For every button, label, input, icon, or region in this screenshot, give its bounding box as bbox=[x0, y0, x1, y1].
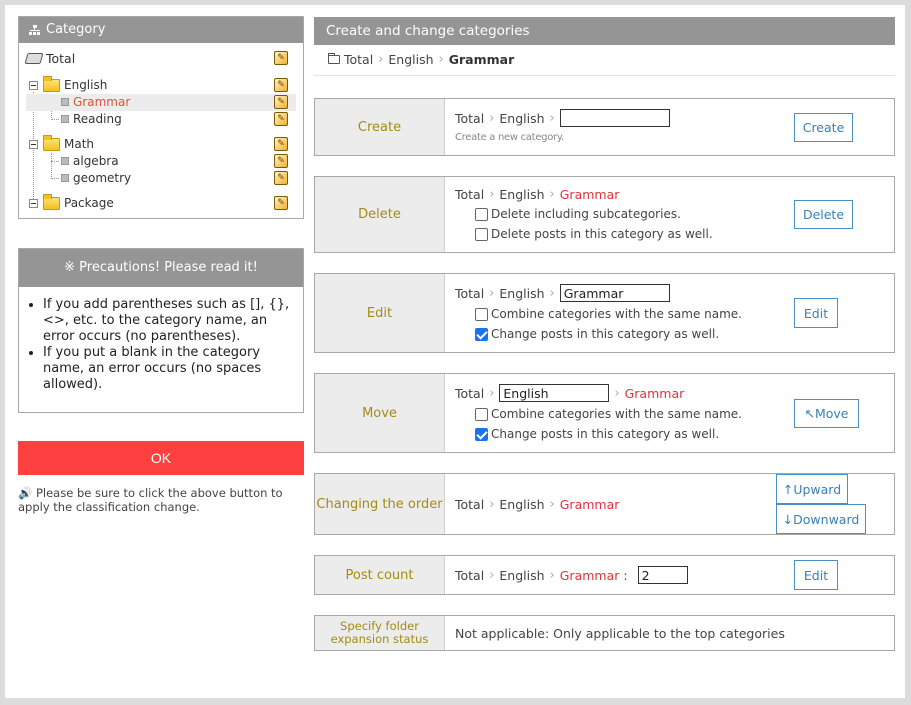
edit-label: Edit bbox=[315, 274, 445, 352]
path-english: English bbox=[499, 497, 545, 512]
folder-icon bbox=[43, 197, 60, 210]
tree-line bbox=[51, 161, 59, 162]
document-icon bbox=[61, 174, 69, 182]
create-label: Create bbox=[315, 99, 445, 155]
tree-node-grammar[interactable]: Grammar bbox=[61, 95, 130, 109]
checkbox-label: Change posts in this category as well. bbox=[491, 327, 720, 341]
sitemap-icon bbox=[29, 25, 41, 36]
main-title: Create and change categories bbox=[314, 17, 895, 45]
checkbox-label: Change posts in this category as well. bbox=[491, 427, 720, 441]
checkbox-label: Delete posts in this category as well. bbox=[491, 227, 713, 241]
checkbox-box[interactable] bbox=[475, 208, 488, 221]
edit-path bbox=[455, 284, 670, 302]
chevron-right-icon: › bbox=[549, 187, 555, 202]
path-english: English bbox=[499, 110, 545, 126]
create-section bbox=[314, 98, 895, 156]
post-count-edit-button[interactable]: Edit bbox=[794, 560, 838, 590]
edit-pencil-icon[interactable]: ✎ bbox=[274, 95, 288, 109]
edit-pencil-icon[interactable]: ✎ bbox=[274, 171, 288, 185]
chevron-right-icon: › bbox=[489, 110, 495, 126]
checkbox-label: Combine categories with the same name. bbox=[491, 407, 742, 421]
checkbox-label: Delete including subcategories. bbox=[491, 207, 681, 221]
path-total: Total bbox=[455, 110, 485, 126]
chevron-right-icon: › bbox=[489, 385, 495, 401]
tree-line bbox=[51, 178, 59, 179]
edit-change-posts-checkbox[interactable] bbox=[475, 327, 719, 341]
edit-pencil-icon[interactable]: ✎ bbox=[274, 51, 288, 65]
tree-node-total[interactable]: Total bbox=[26, 51, 75, 66]
folder-icon bbox=[43, 138, 60, 151]
edit-button[interactable]: Edit bbox=[794, 298, 838, 328]
breadcrumb-total[interactable]: Total bbox=[344, 52, 374, 67]
tree-node-english[interactable]: English bbox=[29, 78, 107, 92]
chevron-right-icon: › bbox=[549, 497, 555, 512]
divider bbox=[314, 75, 895, 76]
post-count-input[interactable] bbox=[638, 566, 688, 584]
order-label: Changing the order bbox=[315, 474, 445, 534]
tree-node-geometry[interactable]: geometry bbox=[61, 171, 131, 185]
open-folder-icon bbox=[328, 55, 340, 64]
tree-node-reading[interactable]: Reading bbox=[61, 112, 122, 126]
path-current: Grammar bbox=[624, 385, 685, 401]
create-path bbox=[455, 109, 670, 127]
precaution-item: • If you put a blank in the category name, an error occurs (no spaces allowed). bbox=[43, 345, 295, 393]
post-count-section bbox=[314, 555, 895, 595]
edit-pencil-icon[interactable]: ✎ bbox=[274, 112, 288, 126]
breadcrumb-english[interactable]: English bbox=[388, 52, 434, 67]
move-upward-button[interactable]: ↑Upward bbox=[776, 474, 848, 504]
move-label: Move bbox=[315, 374, 445, 452]
colon: : bbox=[623, 567, 628, 583]
chevron-right-icon: › bbox=[438, 52, 444, 67]
create-button[interactable]: Create bbox=[794, 113, 853, 142]
edit-section bbox=[314, 273, 895, 353]
post-count-path bbox=[455, 566, 688, 584]
document-icon bbox=[61, 98, 69, 106]
move-button[interactable]: ↖Move bbox=[794, 399, 859, 428]
path-current: Grammar bbox=[559, 497, 620, 512]
folder-expansion-label: Specify folder expansion status bbox=[315, 616, 445, 650]
path-english: English bbox=[499, 567, 545, 583]
breadcrumb bbox=[328, 52, 514, 67]
precautions-panel bbox=[18, 248, 304, 413]
chevron-right-icon: › bbox=[378, 52, 384, 67]
chevron-right-icon: › bbox=[489, 497, 495, 512]
create-name-input[interactable] bbox=[560, 109, 670, 127]
path-current: Grammar bbox=[559, 187, 620, 202]
apply-note: 🔊 Please be sure to click the above button to apply the classification change. bbox=[18, 486, 283, 514]
chevron-right-icon: › bbox=[614, 385, 620, 401]
edit-pencil-icon[interactable]: ✎ bbox=[274, 78, 288, 92]
category-panel-title: Category bbox=[46, 22, 106, 37]
order-path bbox=[455, 497, 619, 512]
chevron-right-icon: › bbox=[489, 187, 495, 202]
chevron-right-icon: › bbox=[489, 567, 495, 583]
folder-expansion-section bbox=[314, 615, 895, 651]
path-english: English bbox=[499, 285, 545, 301]
checkbox-label: Combine categories with the same name. bbox=[491, 307, 742, 321]
delete-subcategories-checkbox[interactable] bbox=[475, 207, 681, 221]
tree-line bbox=[51, 153, 52, 179]
chevron-right-icon: › bbox=[549, 567, 555, 583]
ok-button[interactable]: OK bbox=[18, 441, 304, 475]
checkbox-checked[interactable] bbox=[475, 428, 488, 441]
checkbox-box[interactable] bbox=[475, 408, 488, 421]
folder-expansion-text: Not applicable: Only applicable to the top categories bbox=[455, 626, 785, 641]
path-total: Total bbox=[455, 497, 485, 512]
delete-section bbox=[314, 176, 895, 253]
checkbox-checked[interactable] bbox=[475, 328, 488, 341]
breadcrumb-current: Grammar bbox=[448, 52, 515, 67]
path-total: Total bbox=[455, 187, 485, 202]
collapse-icon[interactable] bbox=[29, 140, 38, 149]
chevron-right-icon: › bbox=[489, 285, 495, 301]
precautions-title: ※ Precautions! Please read it! bbox=[19, 249, 303, 287]
order-section bbox=[314, 473, 895, 535]
move-downward-button[interactable]: ↓Downward bbox=[776, 504, 866, 534]
edit-combine-checkbox[interactable] bbox=[475, 307, 742, 321]
delete-button[interactable]: Delete bbox=[794, 200, 853, 229]
tree-node-math[interactable]: Math bbox=[29, 137, 94, 151]
move-change-posts-checkbox[interactable] bbox=[475, 427, 719, 441]
edit-pencil-icon[interactable]: ✎ bbox=[274, 154, 288, 168]
move-target-input[interactable] bbox=[499, 384, 609, 402]
tree-node-package[interactable]: Package bbox=[29, 196, 114, 210]
checkbox-box[interactable] bbox=[475, 228, 488, 241]
delete-label: Delete bbox=[315, 177, 445, 252]
move-combine-checkbox[interactable] bbox=[475, 407, 742, 421]
chevron-right-icon: › bbox=[549, 110, 555, 126]
checkbox-box[interactable] bbox=[475, 308, 488, 321]
path-total: Total bbox=[455, 567, 485, 583]
tree-node-algebra[interactable]: algebra bbox=[61, 154, 119, 168]
document-icon bbox=[61, 115, 69, 123]
root-drawer-icon bbox=[25, 53, 44, 64]
edit-pencil-icon[interactable]: ✎ bbox=[274, 137, 288, 151]
delete-posts-checkbox[interactable] bbox=[475, 227, 713, 241]
category-panel-header bbox=[19, 17, 303, 43]
create-hint: Create a new category. bbox=[455, 132, 564, 143]
move-section bbox=[314, 373, 895, 453]
precaution-item: • If you add parentheses such as [], {}, <>, etc. to the category name, an error occurs (no parentheses). bbox=[43, 297, 295, 345]
delete-path bbox=[455, 187, 619, 202]
folder-icon bbox=[43, 79, 60, 92]
document-icon bbox=[61, 157, 69, 165]
collapse-icon[interactable] bbox=[29, 81, 38, 90]
post-count-label: Post count bbox=[315, 556, 445, 594]
precautions-list bbox=[19, 287, 303, 393]
edit-pencil-icon[interactable]: ✎ bbox=[274, 196, 288, 210]
edit-name-input[interactable] bbox=[560, 284, 670, 302]
path-total: Total bbox=[455, 385, 485, 401]
tree-line bbox=[51, 119, 59, 120]
path-current: Grammar bbox=[559, 567, 620, 583]
chevron-right-icon: › bbox=[549, 285, 555, 301]
path-total: Total bbox=[455, 285, 485, 301]
path-english: English bbox=[499, 187, 545, 202]
move-path bbox=[455, 384, 684, 402]
collapse-icon[interactable] bbox=[29, 199, 38, 208]
